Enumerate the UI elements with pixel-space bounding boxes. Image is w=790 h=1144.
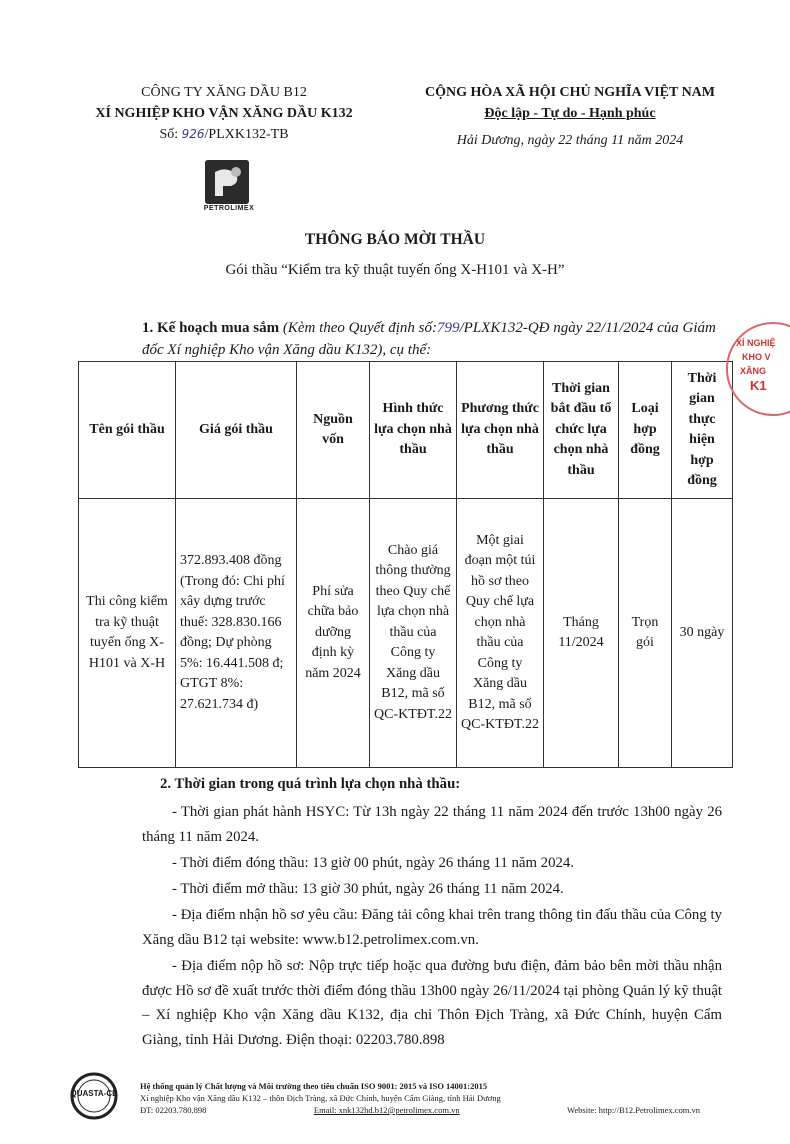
- section-1-ref-rest: /PLXK132-QĐ ngày 22/11/2024 của Giám đốc Xí nghiệp Kho vận Xăng dầu K132), cụ thể:: [142, 320, 716, 358]
- company-seal: [726, 322, 790, 416]
- col-header-selection-method: Phương thức lựa chọn nhà thầu: [457, 362, 544, 499]
- schedule-item-submission: - Địa điểm nộp hồ sơ: Nộp trực tiếp hoặc qua đường bưu điện, đảm bảo bên mời thầu nhận được Hồ sơ đề xuất trước thời điểm đóng thầu 13h00 ngày 26/11/2024 tại phòng Quản lý kỹ thuật – Xí nghiệp Kho vận Xăng dầu K132, địa chỉ Thôn Địch Tràng, xã Đức Chính, huyện Cẩm Giàng, tỉnh Hải Dương. Điện thoại: 02203.780.898: [142, 958, 722, 1048]
- footer-iso-line: Hệ thống quản lý Chất lượng và Môi trường theo tiêu chuẩn ISO 9001: 2015 và ISO 14001:2015: [140, 1081, 488, 1091]
- seal-line-3: XĂNG: [740, 366, 767, 376]
- quasta-cert-icon: [64, 1070, 124, 1122]
- issuer-block: [78, 82, 370, 145]
- schedule-item-issue: - Thời gian phát hành HSYC: Từ 13h ngày 22 tháng 11 năm 2024 đến trước 13h00 ngày 26 tháng 11 năm 2024.: [142, 804, 722, 845]
- section-1-title: 1. Kế hoạch mua sắm: [142, 320, 280, 336]
- document-number: [78, 124, 370, 145]
- col-header-contract-duration: Thời gian thực hiện hợp đồng: [672, 362, 733, 499]
- section-1-ref: (Kèm theo Quyết định số:: [282, 320, 437, 336]
- cell-package-name: Thi công kiểm tra kỹ thuật tuyến ống X-H101 và X-H: [79, 499, 176, 768]
- seal-line-1: XÍ NGHIỆ: [736, 338, 776, 348]
- schedule-item-closing: - Thời điểm đóng thầu: 13 giờ 00 phút, ngày 26 tháng 11 năm 2024.: [172, 855, 574, 871]
- logo-label: PETROLIMEX: [203, 205, 255, 212]
- country-name: CỘNG HÒA XÃ HỘI CHỦ NGHĨA VIỆT NAM: [424, 85, 715, 100]
- doc-no-suffix: /PLXK132-TB: [204, 127, 289, 142]
- cert-label: QUASTA-CE: [70, 1089, 118, 1098]
- table-row: [79, 499, 733, 768]
- company-name: CÔNG TY XĂNG DẦU B12: [141, 85, 307, 100]
- col-header-funding-source: Nguồn vốn: [297, 362, 370, 499]
- petrolimex-logo-icon: [205, 160, 249, 204]
- page-footer: [140, 1080, 700, 1116]
- footer-email[interactable]: Email: xnk132hd.b12@petrolimex.com.vn: [313, 1105, 460, 1115]
- col-header-package-price: Giá gói thầu: [176, 362, 297, 499]
- enterprise-name-text: XÍ NGHIỆP KHO VẬN XĂNG DẦU K132: [95, 106, 353, 121]
- cell-contract-duration: 30 ngày: [672, 499, 733, 768]
- section-1-heading: [142, 317, 722, 361]
- cell-selection-form: Chào giá thông thường theo Quy chế lựa chọn nhà thầu của Công ty Xăng dầu B12, mã số QC-KTĐT.22: [370, 499, 457, 768]
- doc-no-prefix: Số:: [159, 127, 179, 142]
- footer-website[interactable]: Website: http://B12.Petrolimex.com.vn: [567, 1105, 700, 1115]
- section-2-heading: 2. Thời gian trong quá trình lựa chọn nhà thầu:: [160, 776, 461, 792]
- national-header: [400, 82, 740, 151]
- cell-contract-type: Trọn gói: [619, 499, 672, 768]
- schedule-item-dossier-location: - Địa điểm nhận hồ sơ yêu cầu: Đăng tải công khai trên trang thông tin đấu thầu của Công ty Xăng dầu B12 tại website: www.b12.petrolimex.com.vn.: [142, 907, 722, 948]
- decision-no-handwritten: 799: [436, 320, 460, 336]
- enterprise-name: [78, 103, 370, 124]
- seal-line-2: KHO V: [742, 352, 771, 362]
- procurement-plan-table: [78, 361, 733, 768]
- cell-start-time: Tháng 11/2024: [544, 499, 619, 768]
- col-header-selection-form: Hình thức lựa chọn nhà thầu: [370, 362, 457, 499]
- col-header-package-name: Tên gói thầu: [79, 362, 176, 499]
- document-title: THÔNG BÁO MỜI THẦU: [304, 231, 486, 248]
- doc-no-handwritten: 926: [181, 127, 205, 141]
- place-date: Hải Dương, ngày 22 tháng 11 năm 2024: [456, 133, 684, 148]
- col-header-start-time: Thời gian bắt đầu tổ chức lựa chọn nhà thầu: [544, 362, 619, 499]
- footer-contact-line: [140, 1104, 700, 1116]
- footer-phone: ĐT: 02203.780.898: [140, 1105, 207, 1115]
- cell-package-price: 372.893.408 đồng (Trong đó: Chi phí xây dựng trước thuế: 328.830.166 đồng; Dự phòng 5%: 16.441.508 đ; GTGT 8%: 27.621.734 đ): [176, 499, 297, 768]
- cell-funding-source: Phí sửa chữa bảo dưỡng định kỳ năm 2024: [297, 499, 370, 768]
- table-header-row: [79, 362, 733, 499]
- national-motto: Độc lập - Tự do - Hạnh phúc: [484, 106, 656, 121]
- col-header-contract-type: Loại hợp đồng: [619, 362, 672, 499]
- seal-line-4: K1: [750, 378, 767, 393]
- schedule-item-opening: - Thời điểm mở thầu: 13 giờ 30 phút, ngày 26 tháng 11 năm 2024.: [172, 881, 564, 897]
- footer-address-line: Xí nghiệp Kho vận Xăng dầu K132 – thôn Địch Tràng, xã Đức Chính, huyện Cẩm Giàng, tỉnh Hải Dương: [140, 1093, 501, 1103]
- cell-selection-method: Một giai đoạn một túi hồ sơ theo Quy chế lựa chọn nhà thầu của Công ty Xăng dầu B12, mã số QC-KTĐT.22: [457, 499, 544, 768]
- document-subtitle: Gói thầu “Kiểm tra kỹ thuật tuyến ống X-H101 và X-H”: [225, 262, 565, 278]
